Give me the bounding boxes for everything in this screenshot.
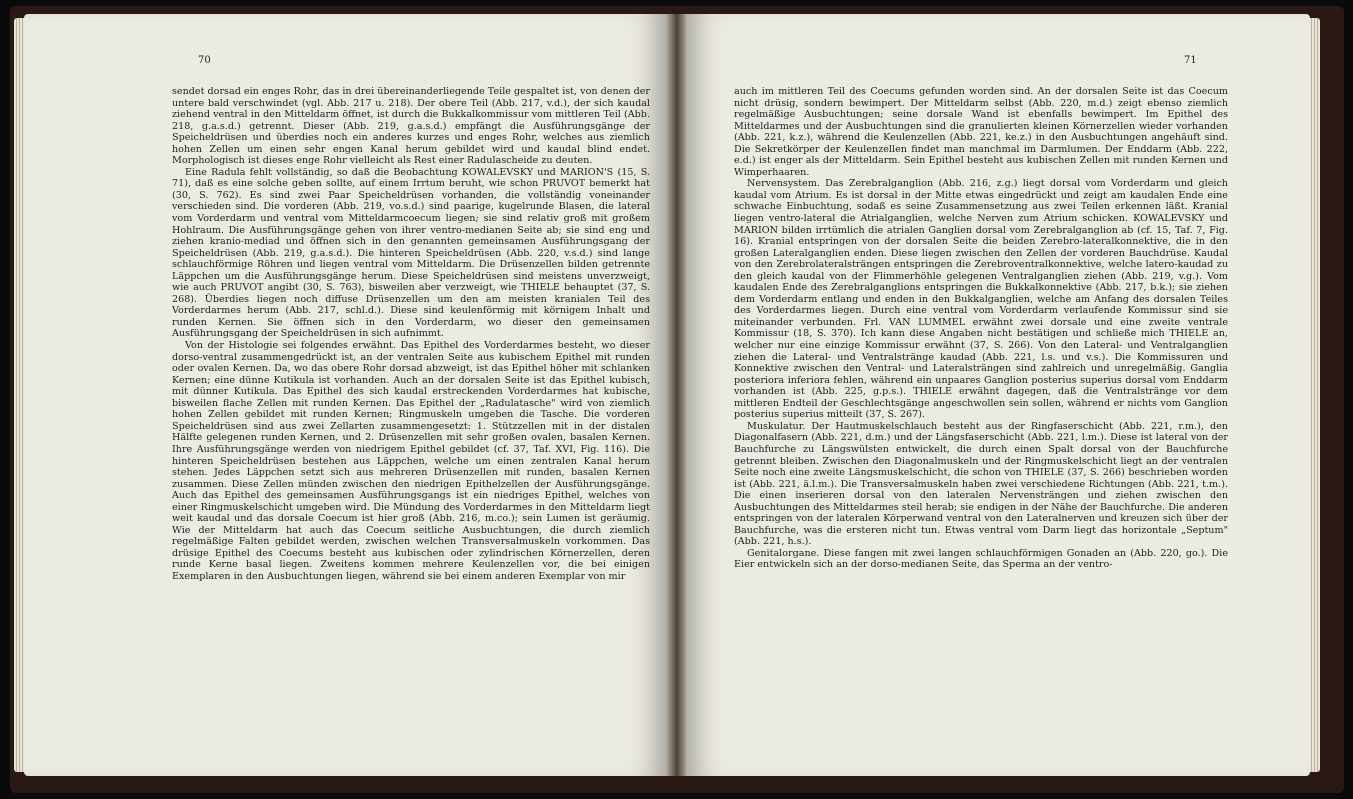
right-page-text <box>734 86 1228 571</box>
right-paragraph-1: auch im mittleren Teil des Coecums gefunden worden sind. An der dorsalen Seite ist das Coecum nicht drüsig, sondern bewimpert. Der Mitteldarm selbst (Abb. 220, m.d.) zeigt ebenso ziemlich regelmäßige Ausbuchtungen; seine dorsale Wand ist ebenfalls bewimpert. Im Epithel des Mitteldarmes und der Ausbuchtungen sind die granulierten kleinen Körnerzellen wieder vorhanden (Abb. 221, k.z.), während die Keulenzellen (Abb. 221, ke.z.) in den Ausbuchtungen angehäuft sind. Die Sekretkörper der Keulenzellen findet man manchmal im Darmlumen. Der Enddarm (Abb. 222, e.d.) ist enger als der Mitteldarm. Sein Epithel besteht aus kubischen Zellen mit runden Kernen und Wimperhaaren. <box>734 86 1228 178</box>
left-paragraph-3: Von der Histologie sei folgendes erwähnt. Das Epithel des Vorderdarmes besteht, wo dieser dorso-ventral zusammengedrückt ist, an der ventralen Seite aus kubischem Epithel mit runden oder ovalen Kernen. Da, wo das obere Rohr dorsad abzweigt, ist das Epithel höher mit schlanken Kernen; eine dünne Kutikula ist vorhanden. Auch an der dorsalen Seite ist das Epithel kubisch, mit dünner Kutikula. Das Epithel des sich kaudal erstreckenden Vorderdarmes hat kubische, bisweilen flache Zellen mit runden Kernen. Das Epithel der „Radulatasche" wird von ziemlich hohen Zellen gebildet mit runden Kernen; Ringmuskeln umgeben die Tasche. Die vorderen Speicheldrüsen sind aus zwei Zellarten zusammengesetzt: 1. Stützzellen mit in der distalen Hälfte gelegenen runden Kernen, und 2. Drüsenzellen mit sehr großen ovalen, basalen Kernen. Ihre Ausführungsgänge werden von niedrigem Epithel gebildet (cf. 37, Taf. XVI, Fig. 116). Die hinteren Speicheldrüsen bestehen aus Läppchen, welche um einen zentralen Kanal herum stehen. Jedes Läppchen setzt sich aus mehreren Drüsenzellen mit runden, basalen Kernen zusammen. Diese Zellen münden zwischen den niedrigen Epithelzellen der Ausführungsgänge. Auch das Epithel des gemeinsamen Ausführungsgangs ist ein niedriges Epithel, welches von einer Ringmuskelschicht umgeben wird. Die Mündung des Vorderdarmes in den Mitteldarm liegt weit kaudal und das dorsale Coecum ist hier groß (Abb. 216, m.co.); sein Lumen ist geräumig. Wie der Mitteldarm hat auch das Coecum seitliche Ausbuchtungen, die durch ziemlich regelmäßige Falten gebildet werden, zwischen welchen Transversalmuskeln vorkommen. Das drüsige Epithel des Coecums besteht aus kubischen oder zylindrischen Körnerzellen, deren runde Kerne basal liegen. Zweitens kommen mehrere Keulenzellen vor, die bei einigen Exemplaren in den Ausbuchtungen liegen, während sie bei einem anderen Exemplar von mir <box>172 340 650 582</box>
right-paragraph-4: Genitalorgane. Diese fangen mit zwei langen schlauchförmigen Gonaden an (Abb. 220, go.). Die Eier entwickeln sich an der dorso-medianen Seite, das Sperma an der ventro- <box>734 547 1228 571</box>
right-page <box>684 14 1310 776</box>
left-page-text <box>172 86 650 583</box>
left-page-number: 70 <box>198 55 211 66</box>
right-paragraph-2: Nervensystem. Das Zerebralganglion (Abb. 216, z.g.) liegt dorsal vom Vorderdarm und gleich kaudal vom Atrium. Es ist dorsal in der Mitte etwas eingedrückt und zeigt am kaudalen Ende eine schwache Einbuchtung, sodaß es seine Zusammensetzung aus zwei Teilen erkennen läßt. Kranial liegen ventro-lateral die Atrialganglien, welche Nerven zum Atrium schicken. KOWALEVSKY und MARION bilden irrtümlich die atrialen Ganglien dorsal vom Zerebralganglion ab (cf. 15, Taf. 7, Fig. 16). Kranial entspringen von der dorsalen Seite die beiden Zerebro-lateralkonnektive, die in den großen Lateralganglien enden. Diese liegen zwischen den Zellen der vorderen Bauchdrüse. Kaudal von den Zerebrolateralsträngen entspringen die Zerebroventralkonnektive, welche latero-kaudad zu den gleich kaudal von der Flimmerhöhle gelegenen Ventralganglien ziehen (Abb. 219, v.g.). Vom kaudalen Ende des Zerebralganglions entspringen die Bukkalkonnektive (Abb. 217, b.k.); sie ziehen dem Vorderdarm entlang und enden in den Bukkalganglien, welche am Anfang des dorsalen Teiles des Vorderdarmes liegen. Durch eine ventral vom Vorderdarm verlaufende Kommissur sind sie miteinander verbunden. Frl. VAN LUMMEL erwähnt zwei dorsale und eine zweite ventrale Kommissur (18, S. 370). Ich kann diese Angaben nicht bestätigen und schließe mich THIELE an, welcher nur eine einzige Kommissur erwähnt (37, S. 266). Von den Lateral- und Ventralganglien ziehen die Lateral- und Ventralstränge kaudad (Abb. 221, l.s. und v.s.). Die Kommissuren und Konnektive zwischen den Ventral- und Lateralsträngen sind zahlreich und unregelmäßig. Ganglia posteriora inferiora fehlen, während ein unpaares Ganglion posterius superius dorsal vom Enddarm vorhanden ist (Abb. 225, g.p.s.). THIELE erwähnt dagegen, daß die Ventralstränge vor dem mittleren Endteil der Geschlechtsgänge angeschwollen sein sollen, während er nichts vom Ganglion posterius superius mitteilt (37, S. 267). <box>734 178 1228 421</box>
left-paragraph-2: Eine Radula fehlt vollständig, so daß die Beobachtung KOWALEVSKY und MARION'S (15, S. 71), daß es eine solche geben sollte, auf einem Irrtum beruht, wie schon PRUVOT bemerkt hat (30, S. 762). Es sind zwei Paar Speicheldrüsen vorhanden, die vollständig voneinander verschieden sind. Die vorderen (Abb. 219, vo.s.d.) sind paarige, kugelrunde Blasen, die lateral vom Vorderdarm und ventral vom Mitteldarmcoecum liegen; sie sind relativ groß mit großem Hohlraum. Die Ausführungsgänge gehen von ihrer ventro-medianen Seite ab; sie sind eng und ziehen kranio-mediad und öffnen sich in den genannten gemeinsamen Ausführungsgang der Speicheldrüsen (Abb. 219, g.a.s.d.). Die hinteren Speicheldrüsen (Abb. 220, v.s.d.) sind lange schlauchförmige Röhren und liegen ventral vom Mitteldarm. Die Drüsenzellen bilden getrennte Läppchen um die Ausführungsgänge herum. Diese Speicheldrüsen sind meistens unverzweigt, wie auch PRUVOT angibt (30, S. 763), bisweilen aber verzweigt, wie THIELE behauptet (37, S. 268). Überdies liegen noch diffuse Drüsenzellen um den am meisten kranialen Teil des Vorderdarmes herum (Abb. 217, schl.d.). Diese sind keulenförmig mit körnigem Inhalt und runden Kernen. Sie öffnen sich in den Vorderdarm, wo dieser den gemeinsamen Ausführungsgang der Speicheldrüsen in sich aufnimmt. <box>172 166 650 340</box>
left-page <box>24 14 668 776</box>
right-page-number: 71 <box>1184 55 1197 66</box>
right-paragraph-3: Muskulatur. Der Hautmuskelschlauch besteht aus der Ringfaserschicht (Abb. 221, r.m.), den Diagonalfasern (Abb. 221, d.m.) und der Längsfaserschicht (Abb. 221, l.m.). Diese ist lateral von der Bauchfurche zu Längswülsten entwickelt, die durch einen Spalt dorsal von der Bauchfurche getrennt bleiben. Zwischen den Diagonalmuskeln und der Ringmuskelschicht liegt an der ventralen Seite noch eine zweite Längsmuskelschicht, die schon von THIELE (37, S. 266) beschrieben worden ist (Abb. 221, ä.l.m.). Die Transversalmuskeln haben zwei verschiedene Richtungen (Abb. 221, t.m.). Die einen inserieren dorsal von den lateralen Nervensträngen und ziehen zwischen den Ausbuchtungen des Mitteldarmes steil herab; sie endigen in der Nähe der Bauchfurche. Die anderen entspringen von der lateralen Körperwand ventral von den Lateralnerven und kreuzen sich über der Bauchfurche, was die ersteren nicht tun. Etwas ventral vom Darm liegt das horizontale „Septum" (Abb. 221, h.s.). <box>734 420 1228 548</box>
book-gutter <box>666 14 686 776</box>
left-paragraph-1: sendet dorsad ein enges Rohr, das in drei übereinanderliegende Teile gespaltet ist, von denen der untere bald verschwindet (vgl. Abb. 217 u. 218). Der obere Teil (Abb. 217, v.d.), der sich kaudal ziehend ventral in den Mitteldarm öffnet, ist durch die Bukkalkommissur vom mittleren Teil (Abb. 218, g.a.s.d.) getrennt. Dieser (Abb. 219, g.a.s.d.) empfängt die Ausführungsgänge der Speicheldrüsen und überdies noch ein anderes kurzes und enges Rohr, welches aus ziemlich hohen Zellen um einen sehr engen Kanal herum gebildet wird und kaudal blind endet. Morphologisch ist dieses enge Rohr vielleicht als Rest einer Radulascheide zu deuten. <box>172 86 650 167</box>
